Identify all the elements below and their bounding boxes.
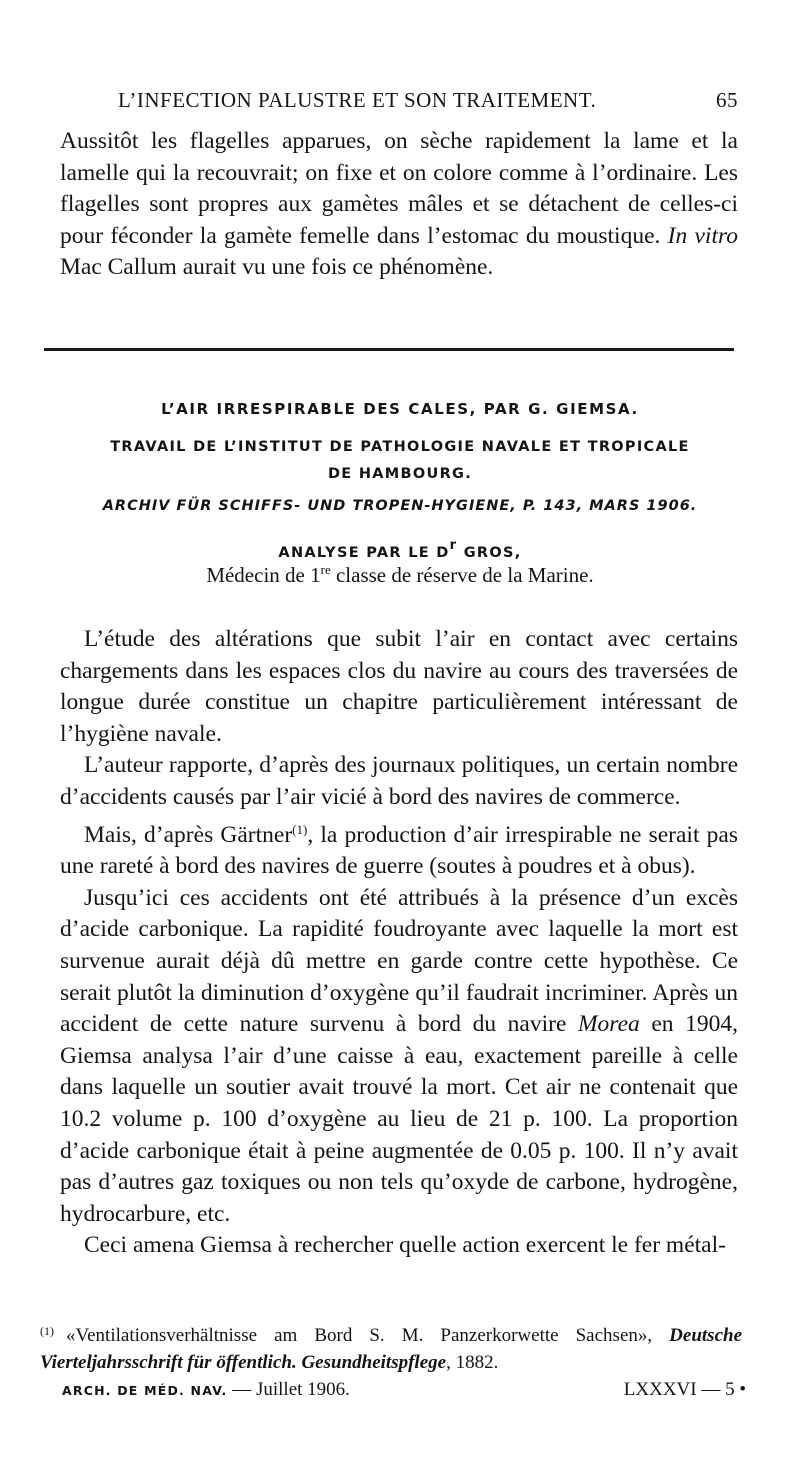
page-footer <box>62 1379 746 1401</box>
footnote-text <box>40 1318 742 1376</box>
institution-line: TRAVAIL DE L’INSTITUT DE PATHOLOGIE NAVALE ET TROPICALE <box>110 439 690 455</box>
running-head <box>118 88 738 113</box>
reviewer-prefix: ANALYSE PAR LE D <box>278 545 450 561</box>
institution-line: DE HAMBOURG. <box>327 466 473 482</box>
reviewer-role-prefix: Médecin de 1 <box>206 563 321 587</box>
article-title: L’AIR IRRESPIRABLE DES CALES, PAR G. GIEMSA. <box>161 400 639 418</box>
article-body <box>60 624 738 1262</box>
reviewer-role <box>60 562 740 588</box>
paragraph-text: Aussitôt les flagelles apparues, on sèche rapidement la lame et la lamelle qui la recouvrait; on fixe et on colore comme à l’ordinaire. Les flagelles sont propres aux gamètes mâles et se détachent de celles-ci pour féconder la gamète femelle dans l’estomac du moustique. <box>60 128 738 249</box>
footnote-year: , 1882. <box>446 1352 499 1373</box>
ship-name: Morea <box>577 1011 640 1038</box>
footnote-journal: Deutsche Vierteljahrsschrift für öffentlich. Gesundheitspflege <box>40 1325 742 1373</box>
section-rule <box>44 348 734 351</box>
paragraph: L’étude des altérations que subit l’air en contact avec certains chargements dans les espaces clos du navire au cours des traversées de longue durée constitue un chapitre particulièrement intéressant de l’hygiène navale. <box>60 626 738 747</box>
previous-article-end <box>60 126 738 284</box>
reviewer-superscript: r <box>449 538 458 553</box>
reviewer-line <box>60 538 740 561</box>
footnote <box>40 1318 742 1376</box>
running-head-title: L’INFECTION PALUSTRE ET SON TRAITEMENT. <box>118 88 597 112</box>
paragraph: L’auteur rapporte, d’après des journaux politiques, un certain nombre d’accidents causés par l’air vicié à bord des navires de commerce. <box>60 752 738 810</box>
paragraph <box>60 814 738 883</box>
footnote-citation: «Ventilationsverhältnisse am Bord S. M. Panzerkorwette Sachsen», <box>66 1325 653 1346</box>
reviewer-name: GROS, <box>457 545 522 561</box>
paragraph-text: Mac Callum aurait vu une fois ce phénomène. <box>60 254 494 281</box>
paragraph <box>60 126 738 284</box>
footer-date: — Juillet 1906. <box>232 1379 350 1400</box>
citation-details: , P. 143, MARS 1906. <box>510 498 698 514</box>
footer-signature: LXXXVI — 5 • <box>623 1379 746 1400</box>
reviewer-role-superscript: re <box>320 562 331 577</box>
footnote-mark: (1) <box>40 1324 54 1338</box>
footer-journal: ARCH. DE MÉD. NAV. <box>62 1383 228 1398</box>
italic-phrase: In vitro <box>667 222 738 249</box>
footer-source <box>62 1379 350 1401</box>
paragraph-text: Mais, d’après Gärtner <box>84 821 293 848</box>
paragraph: Ceci amena Giemsa à rechercher quelle action exercent le fer métal- <box>84 1232 726 1259</box>
paragraph-text: en 1904, Giemsa analysa l’air d’une caisse à eau, exactement pareille à celle dans laquelle un soutier avait trouvé la mort. Cet air ne contenait que 10.2 volume p. 100 d’oxygène au lieu de 21 p. 100. La proportion d’acide carbonique était à peine augmentée de 0.05 p. 100. Il n’y avait pas d’autres gaz toxiques ou non tels qu’oxyde de carbone, hydrogène, hydrocarbure, etc. <box>60 1011 739 1227</box>
footnote-reference: (1) <box>292 821 308 837</box>
source-citation <box>60 498 740 514</box>
reviewer-role-rest: classe de réserve de la Marine. <box>330 563 594 587</box>
paragraph-text: , la production d’air irrespirable ne serait pas une rareté à bord des navires de guerre (soutes à poudres et à obus). <box>60 821 738 880</box>
page-number: 65 <box>716 88 738 112</box>
paragraph <box>60 883 738 1231</box>
journal-title: ARCHIV FÜR SCHIFFS- UND TROPEN-HYGIENE <box>102 498 511 514</box>
paragraph-text: Jusqu’ici ces accidents ont été attribués à la présence d’un excès d’acide carbonique. La rapidité foudroyante avec laquelle la mort est survenue aurait déjà dû mettre en garde contre cette hypothèse. Ce serait plutôt la diminution d’oxygène qu’il faudrait incriminer. Après un accident de cette nature survenu à bord du navire <box>60 884 738 1038</box>
